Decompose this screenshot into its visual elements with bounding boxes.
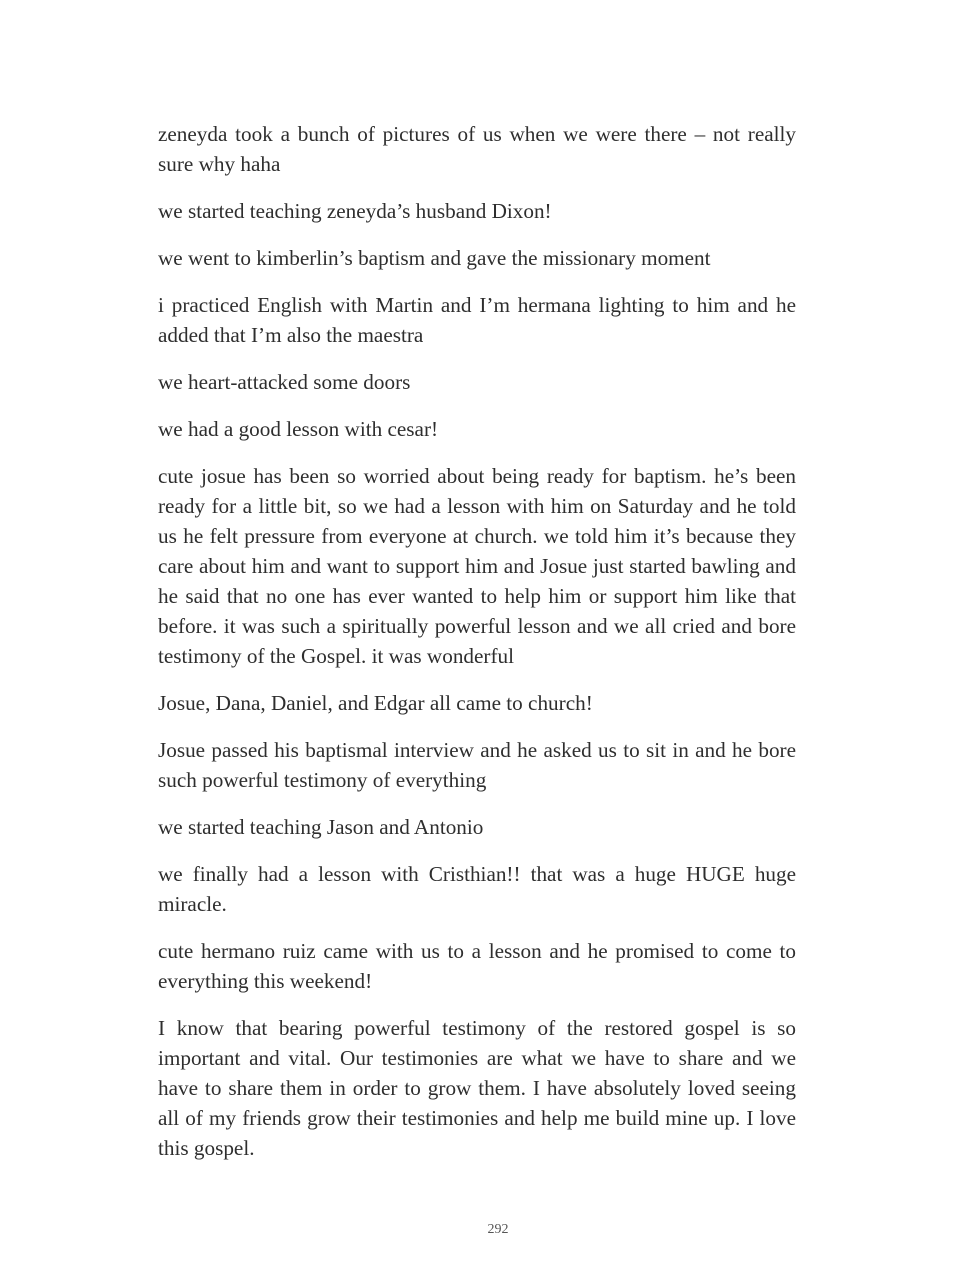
paragraph: we started teaching Jason and Antonio bbox=[158, 815, 484, 839]
paragraph: we heart-attacked some doors bbox=[158, 370, 411, 394]
paragraph: we started teaching zeneyda’s husband Dixon! bbox=[158, 199, 552, 223]
page-number: 292 bbox=[487, 1222, 509, 1237]
paragraph: zeneyda took a bunch of pictures of us when we were there – not really sure why haha bbox=[158, 122, 796, 176]
paragraph: we had a good lesson with cesar! bbox=[158, 417, 439, 441]
paragraph: we went to kimberlin’s baptism and gave the missionary moment bbox=[158, 246, 711, 270]
paragraph: Josue passed his baptismal interview and he asked us to sit in and he bore such powerful testimony of everything bbox=[158, 738, 796, 792]
paragraph: cute josue has been so worried about being ready for baptism. he’s been ready for a little bit, so we had a lesson with him on Saturday and he told us he felt pressure from everyone at church. we told him it’s because they care about him and want to support him and Josue just started bawling and he said that no one has ever wanted to help him or support him like that before. it was such a spiritually powerful lesson and we all cried and bore testimony of the Gospel. it was wonderful bbox=[158, 464, 796, 668]
paragraph: we finally had a lesson with Cristhian!! that was a huge HUGE huge miracle. bbox=[158, 862, 796, 916]
paragraph: I know that bearing powerful testimony of the restored gospel is so important and vital. Our testimonies are what we have to share and we have to share them in order to grow them. I have absolutely loved seeing all of my friends grow their testimonies and help me build mine up. I love this gospel. bbox=[158, 1016, 796, 1160]
paragraph: i practiced English with Martin and I’m hermana lighting to him and he added that I’m also the maestra bbox=[158, 293, 796, 347]
paragraph: cute hermano ruiz came with us to a lesson and he promised to come to everything this weekend! bbox=[158, 939, 796, 993]
page-body bbox=[158, 119, 796, 1180]
paragraph: Josue, Dana, Daniel, and Edgar all came to church! bbox=[158, 691, 593, 715]
